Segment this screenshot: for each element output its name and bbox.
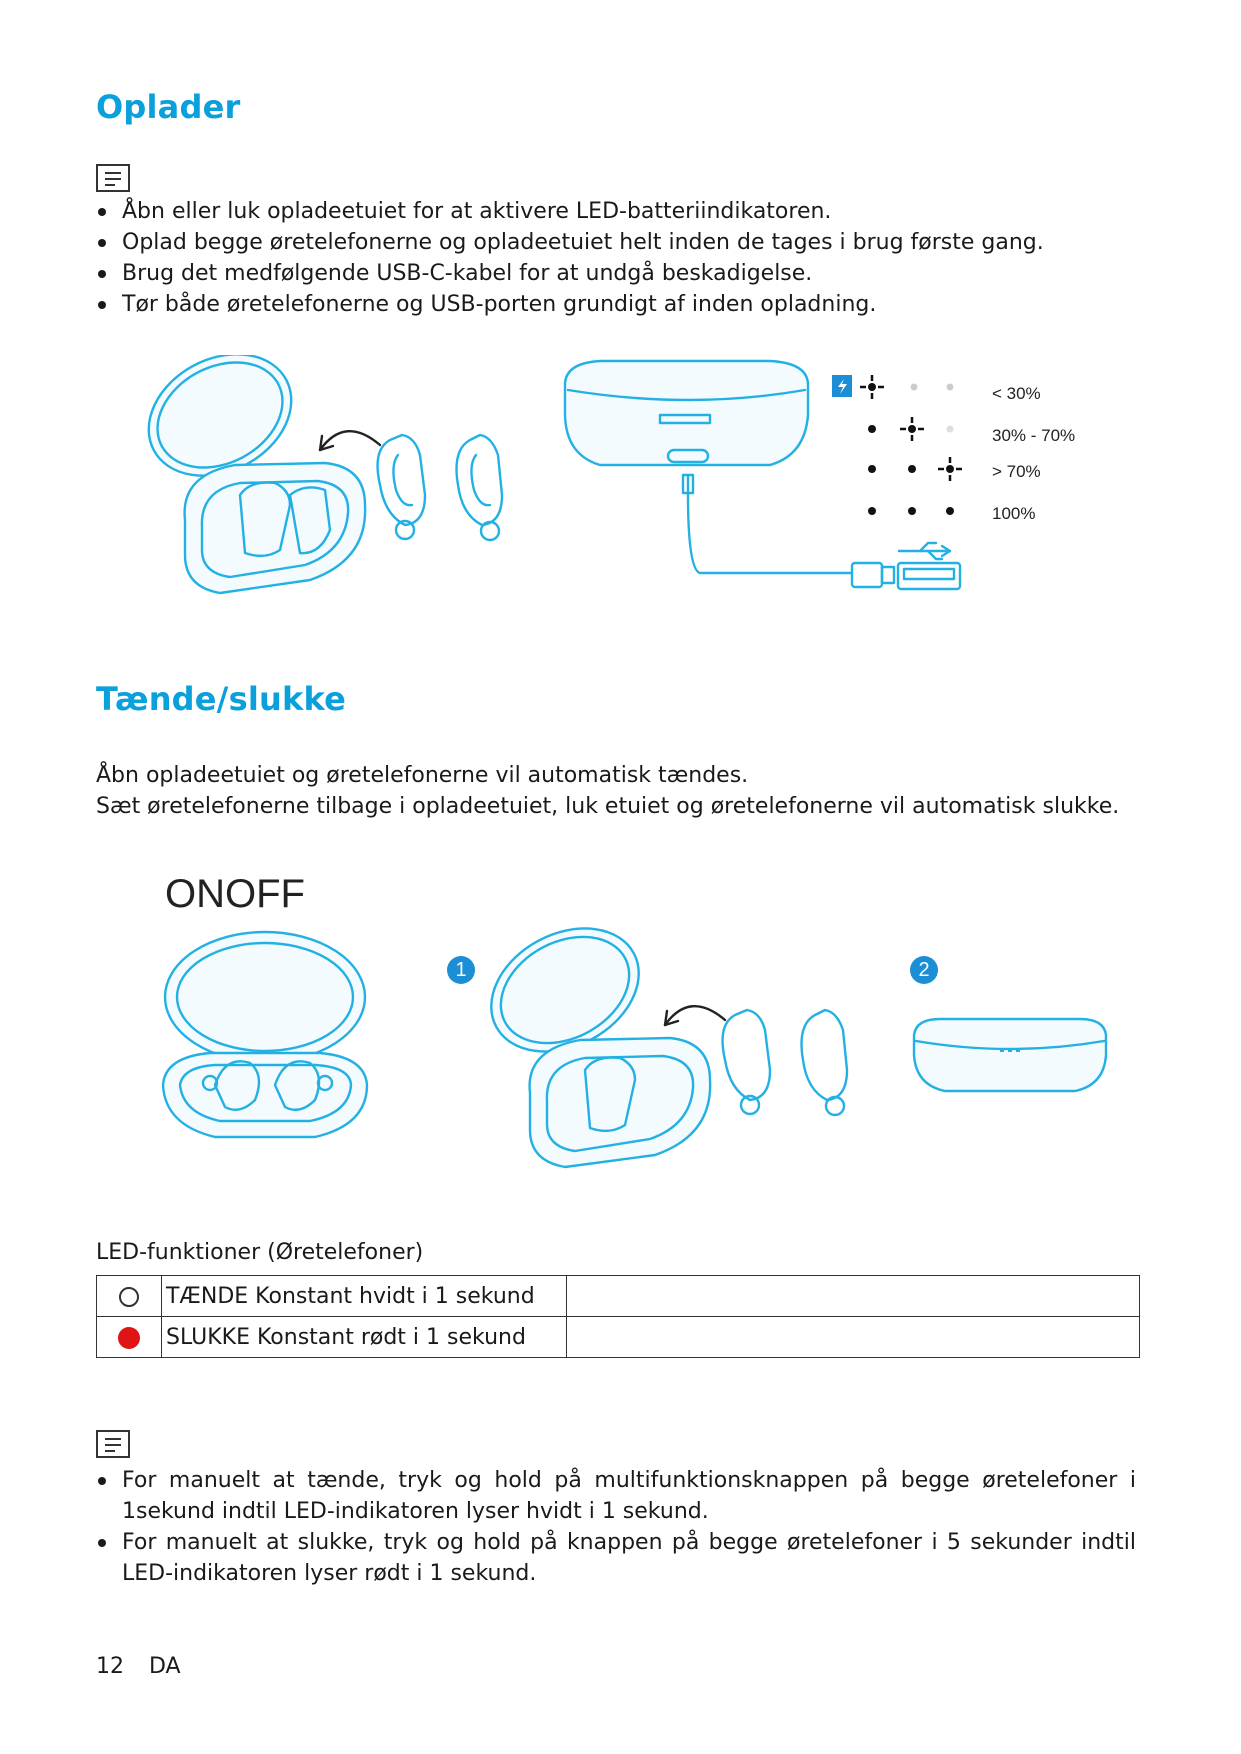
battery-level-high: > 70%	[992, 462, 1041, 481]
list-item: For manuelt at tænde, tryk og hold på multifunktionsknappen på begge øretelefoner i 1sekund indtil LED-indikatoren lyser hvidt i 1 sekund.	[96, 1465, 1136, 1527]
led-indicator-cell	[97, 1276, 162, 1317]
list-item: For manuelt at slukke, tryk og hold på knappen på begge øretelefoner i 5 sekunder indtil LED-indikatoren lyser rødt i 1 sekund.	[96, 1527, 1136, 1589]
led-indicator-cell	[97, 1317, 162, 1358]
list-item: Tør både øretelefonerne og USB-porten grundigt af inden opladning.	[96, 289, 1044, 320]
page-number: 12	[96, 1654, 124, 1679]
battery-level-low: < 30%	[992, 384, 1041, 403]
list-item: Oplad begge øretelefonerne og opladeetuiet helt inden de tages i brug første gang.	[96, 227, 1044, 258]
step-badge-2: 2	[910, 956, 938, 984]
red-led-icon	[118, 1327, 140, 1349]
table-empty-cell	[567, 1276, 1140, 1317]
power-notes-list	[96, 1465, 1136, 1589]
onoff-figure-title: ONOFF	[165, 872, 305, 916]
table-row	[97, 1317, 1140, 1358]
list-item: Brug det medfølgende USB-C-kabel for at undgå beskadigelse.	[96, 258, 1044, 289]
heading-oplader: Oplader	[96, 88, 241, 126]
table-empty-cell	[567, 1317, 1140, 1358]
battery-level-mid: 30% - 70%	[992, 426, 1076, 445]
closed-case-illustration	[910, 1015, 1110, 1095]
charging-notes-list	[96, 196, 1044, 320]
led-table-title: LED-funktioner (Øretelefoner)	[96, 1240, 424, 1265]
led-function-text: SLUKKE Konstant rødt i 1 sekund	[162, 1317, 567, 1358]
led-functions-table	[96, 1275, 1140, 1358]
language-code: DA	[149, 1654, 181, 1679]
heading-taende-slukke: Tænde/slukke	[96, 680, 346, 718]
battery-level-full: 100%	[992, 504, 1036, 523]
open-case-earbuds-illustration	[155, 925, 380, 1155]
open-case-illustration	[140, 355, 530, 605]
power-paragraph-off: Sæt øretelefonerne tilbage i opladeetuiet, luk etuiet og øretelefonerne vil automatisk slukke.	[96, 794, 1120, 819]
open-case-remove-illustration	[480, 925, 860, 1170]
note-icon	[96, 164, 130, 192]
table-row	[97, 1276, 1140, 1317]
led-function-text: TÆNDE Konstant hvidt i 1 sekund	[162, 1276, 567, 1317]
charging-cable-illustration	[560, 355, 1050, 605]
white-led-icon	[119, 1287, 139, 1307]
note-icon	[96, 1430, 130, 1458]
power-paragraph-on: Åbn opladeetuiet og øretelefonerne vil automatisk tændes.	[96, 763, 749, 788]
list-item: Åbn eller luk opladeetuiet for at aktivere LED-batteriindikatoren.	[96, 196, 1044, 227]
step-badge-1: 1	[447, 956, 475, 984]
page-footer	[96, 1654, 181, 1679]
